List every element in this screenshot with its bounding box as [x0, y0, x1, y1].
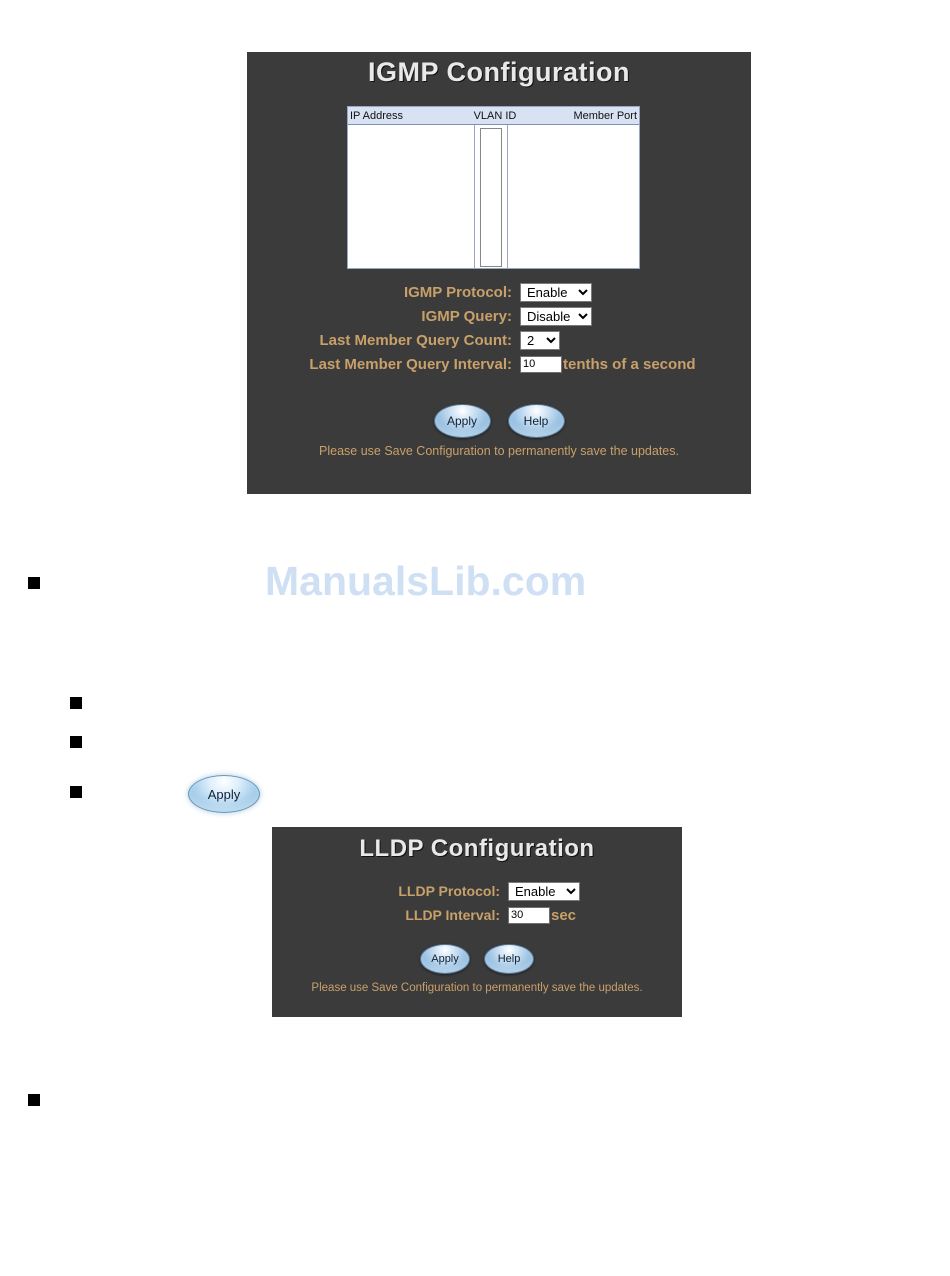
inline-apply-button[interactable]: Apply: [188, 775, 260, 813]
bullet-marker: [28, 1094, 40, 1106]
lldp-panel-title: LLDP Configuration: [359, 835, 595, 862]
igmp-save-note: Please use Save Configuration to permanently save the updates.: [319, 444, 679, 458]
last-member-query-count-select[interactable]: [520, 331, 560, 350]
lldp-interval-input[interactable]: [508, 907, 550, 924]
table-scrollbar[interactable]: [480, 128, 502, 267]
watermark-text: ManualsLib.com: [265, 558, 587, 604]
igmp-apply-button[interactable]: Apply: [434, 404, 491, 438]
igmp-group-table: [347, 106, 640, 269]
label-last-member-query-interval: Last Member Query Interval:: [309, 355, 512, 373]
bullet-marker: [70, 736, 82, 748]
lldp-apply-button[interactable]: Apply: [420, 944, 470, 974]
column-divider-left: [474, 125, 475, 268]
column-divider-right: [507, 125, 508, 268]
bullet-marker: [28, 577, 40, 589]
unit-tenths-of-a-second: tenths of a second: [563, 355, 696, 373]
lldp-save-note: Please use Save Configuration to permanently save the updates.: [311, 982, 643, 994]
igmp-button-row: [247, 404, 751, 438]
bullet-marker: [70, 786, 82, 798]
igmp-configuration-panel: [247, 52, 751, 494]
igmp-query-select[interactable]: [520, 307, 592, 326]
lldp-button-row: [272, 944, 682, 974]
label-lldp-protocol: LLDP Protocol:: [398, 883, 500, 899]
label-last-member-query-count: Last Member Query Count:: [319, 331, 512, 349]
column-header-member-port: Member Port: [573, 109, 638, 122]
form-row-last-member-query-interval: [247, 352, 751, 376]
lldp-form: [272, 879, 682, 927]
lldp-configuration-panel: [272, 827, 682, 1017]
unit-sec: sec: [551, 906, 577, 924]
form-row-last-member-query-count: [247, 328, 751, 352]
table-body[interactable]: [348, 125, 639, 268]
lldp-protocol-select[interactable]: [508, 882, 580, 901]
last-member-query-interval-input[interactable]: [520, 356, 562, 373]
column-header-vlan-id: VLAN ID: [473, 109, 517, 122]
igmp-protocol-select[interactable]: [520, 283, 592, 302]
igmp-form: [247, 280, 751, 376]
form-row-igmp-query: [247, 304, 751, 328]
form-row-igmp-protocol: [247, 280, 751, 304]
form-row-lldp-interval: [272, 903, 682, 927]
label-igmp-protocol: IGMP Protocol:: [403, 283, 512, 301]
lldp-help-button[interactable]: Help: [484, 944, 534, 974]
label-igmp-query: IGMP Query:: [421, 307, 512, 325]
bullet-marker: [70, 697, 82, 709]
igmp-panel-title: IGMP Configuration: [368, 57, 630, 87]
igmp-help-button[interactable]: Help: [508, 404, 565, 438]
form-row-lldp-protocol: [272, 879, 682, 903]
label-lldp-interval: LLDP Interval:: [405, 907, 500, 923]
column-header-ip-address: IP Address: [350, 109, 403, 122]
table-header-row: [348, 107, 639, 125]
